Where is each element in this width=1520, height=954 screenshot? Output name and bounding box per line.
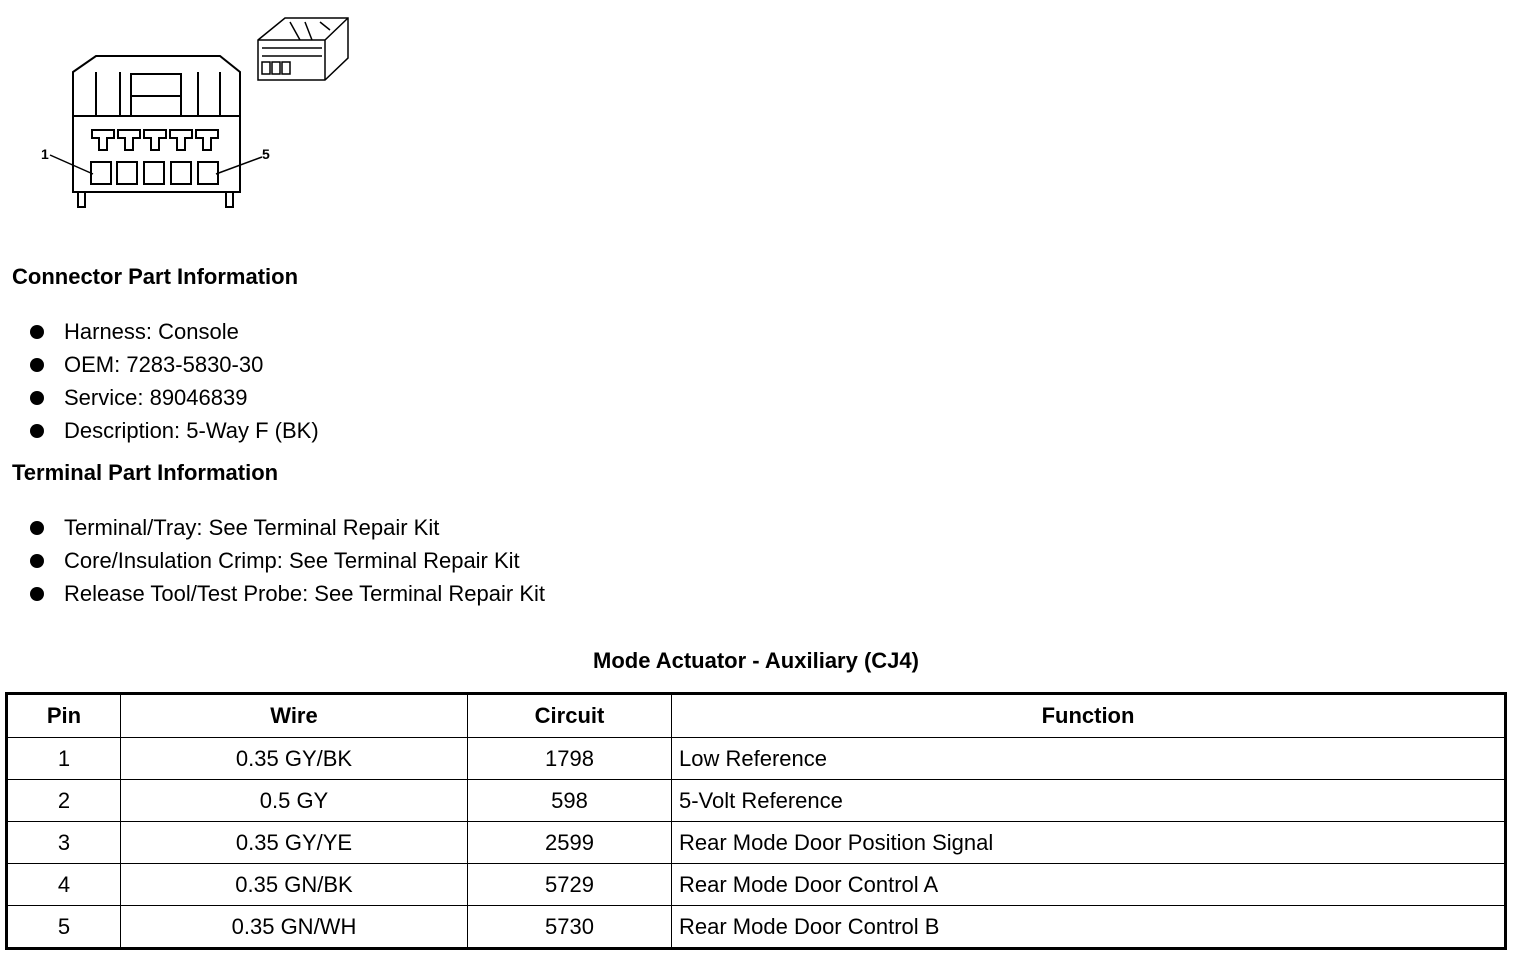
circuit-cell: 2599: [468, 822, 672, 864]
pin-cell: 4: [7, 864, 121, 906]
connector-diagram: [0, 0, 380, 220]
circuit-cell: 5729: [468, 864, 672, 906]
bullet-icon: [30, 554, 44, 568]
list-item-text: Terminal/Tray: See Terminal Repair Kit: [64, 515, 440, 540]
list-item-text: OEM: 7283-5830-30: [64, 352, 264, 377]
connector-thumbnail: [258, 18, 348, 80]
connector-part-list: [28, 315, 319, 447]
bullet-icon: [30, 521, 44, 535]
wire-cell: 0.35 GY/YE: [121, 822, 468, 864]
function-cell: Rear Mode Door Position Signal: [672, 822, 1506, 864]
table-row: [7, 822, 1506, 864]
pin-cell: 2: [7, 780, 121, 822]
list-item: [28, 348, 319, 381]
function-cell: Rear Mode Door Control A: [672, 864, 1506, 906]
wire-cell: 0.35 GN/BK: [121, 864, 468, 906]
connector-foot-left: [78, 192, 85, 207]
table-header-row: [7, 694, 1506, 738]
table-title: Mode Actuator - Auxiliary (CJ4): [593, 648, 919, 673]
table-row: [7, 780, 1506, 822]
pin-cell: 1: [7, 738, 121, 780]
list-item: [28, 511, 545, 544]
pin-5-label: 5: [262, 146, 270, 162]
bullet-icon: [30, 358, 44, 372]
column-header-pin: Pin: [7, 694, 121, 738]
wire-cell: 0.35 GN/WH: [121, 906, 468, 949]
circuit-cell: 1798: [468, 738, 672, 780]
table-row: [7, 738, 1506, 780]
list-item: [28, 577, 545, 610]
pin-cell: 3: [7, 822, 121, 864]
list-item: [28, 414, 319, 447]
wire-cell: 0.35 GY/BK: [121, 738, 468, 780]
list-item-text: Service: 89046839: [64, 385, 248, 410]
bullet-icon: [30, 391, 44, 405]
list-item: [28, 381, 319, 414]
terminal-part-heading: Terminal Part Information: [12, 460, 279, 485]
wire-cell: 0.5 GY: [121, 780, 468, 822]
pin-cell: 5: [7, 906, 121, 949]
pin-1-label: 1: [41, 146, 49, 162]
list-item-text: Description: 5-Way F (BK): [64, 418, 319, 443]
list-item-text: Release Tool/Test Probe: See Terminal Repair Kit: [64, 581, 545, 606]
table-row: [7, 906, 1506, 949]
column-header-function: Function: [672, 694, 1506, 738]
terminal-part-list: [28, 511, 545, 610]
pin-1-leader: [50, 155, 93, 174]
bullet-icon: [30, 587, 44, 601]
list-item-text: Harness: Console: [64, 319, 239, 344]
circuit-cell: 598: [468, 780, 672, 822]
table-row: [7, 864, 1506, 906]
circuit-cell: 5730: [468, 906, 672, 949]
list-item: [28, 315, 319, 348]
function-cell: Low Reference: [672, 738, 1506, 780]
pin-cavities: [91, 162, 218, 184]
bullet-icon: [30, 325, 44, 339]
function-cell: 5-Volt Reference: [672, 780, 1506, 822]
column-header-wire: Wire: [121, 694, 468, 738]
connector-latch: [96, 72, 220, 116]
terminal-keys: [92, 130, 218, 150]
connector-body-outline: [73, 56, 240, 192]
connector-foot-right: [226, 192, 233, 207]
pin-table: [5, 692, 1507, 950]
connector-part-heading: Connector Part Information: [12, 264, 299, 289]
bullet-icon: [30, 424, 44, 438]
list-item-text: Core/Insulation Crimp: See Terminal Repair Kit: [64, 548, 520, 573]
function-cell: Rear Mode Door Control B: [672, 906, 1506, 949]
list-item: [28, 544, 545, 577]
column-header-circuit: Circuit: [468, 694, 672, 738]
